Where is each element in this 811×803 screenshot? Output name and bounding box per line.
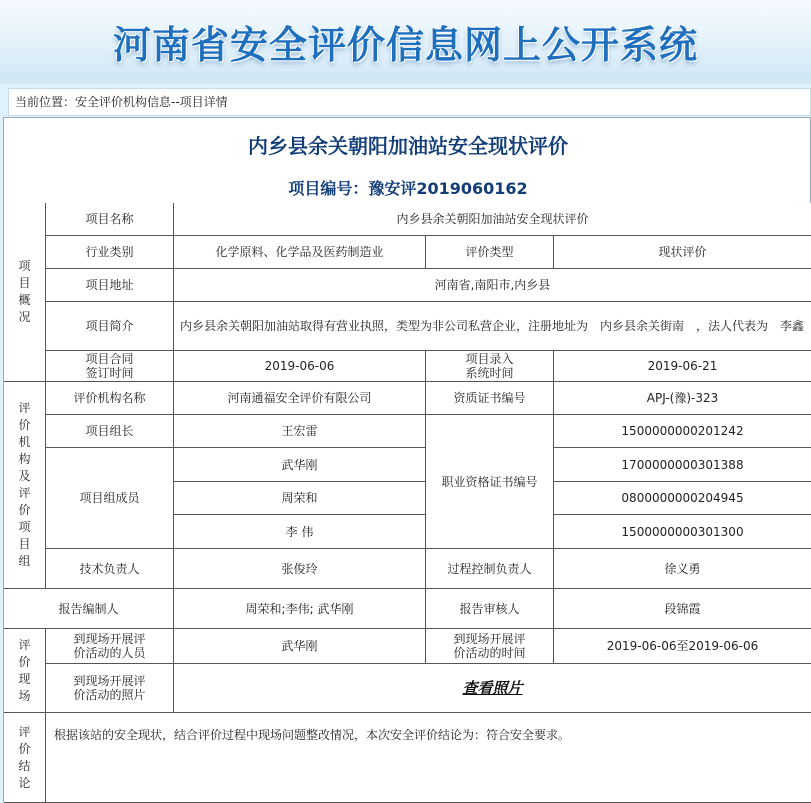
label-site-photos xyxy=(46,664,174,713)
site-title: 河南省安全评价信息网上公开系统 xyxy=(112,23,698,67)
label-intro: 项目简介 xyxy=(46,302,174,351)
value-qualification-4: 1500000000301300 xyxy=(554,515,811,549)
section-char: 构 xyxy=(18,452,31,466)
label-agency-name: 评价机构名称 xyxy=(46,382,174,415)
value-agency-name: 河南通福安全评价有限公司 xyxy=(174,382,426,415)
section-char: 评 xyxy=(18,486,31,500)
project-code: 项目编号：豫安评2019060162 xyxy=(288,179,528,198)
section-char: 价 xyxy=(18,503,31,517)
label-contract-date xyxy=(46,351,174,382)
section-char: 及 xyxy=(18,469,31,483)
project-detail-table xyxy=(4,203,811,803)
breadcrumb: 当前位置：安全评价机构信息--项目详情 xyxy=(8,88,811,116)
value-industry: 化学原料、化学品及医药制造业 xyxy=(174,236,426,269)
label-site-people-line2: 价活动的人员 xyxy=(73,646,146,660)
label-entry-date-line1: 项目录入 xyxy=(465,352,514,366)
section-char: 组 xyxy=(18,554,31,568)
section-char: 概 xyxy=(18,293,31,307)
label-report-reviewer: 报告审核人 xyxy=(426,589,554,629)
label-address: 项目地址 xyxy=(46,269,174,302)
label-report-writer: 报告编制人 xyxy=(4,589,174,629)
label-entry-date-line2: 系统时间 xyxy=(465,366,514,380)
label-industry: 行业类别 xyxy=(46,236,174,269)
value-qualification-1: 1500000000201242 xyxy=(554,415,811,448)
section-label-conclusion xyxy=(4,713,46,803)
value-conclusion: 根据该站的安全现状，结合评价过程中现场问题整改情况，本次安全评价结论为：符合安全要求。 xyxy=(46,713,811,803)
value-address: 河南省,南阳市,内乡县 xyxy=(174,269,811,302)
project-detail-panel xyxy=(3,117,811,802)
label-qualification-number: 职业资格证书编号 xyxy=(426,415,554,549)
project-title: 内乡县余关朝阳加油站安全现状评价 xyxy=(248,134,568,158)
value-member-1: 武华刚 xyxy=(174,448,426,482)
value-contract-date: 2019-06-06 xyxy=(174,351,426,382)
section-char: 现 xyxy=(18,671,31,686)
value-team-leader: 王宏雷 xyxy=(174,415,426,448)
label-team-leader: 项目组长 xyxy=(46,415,174,448)
section-char: 评 xyxy=(18,401,31,415)
value-member-2: 周荣和 xyxy=(174,482,426,515)
label-eval-type: 评价类型 xyxy=(426,236,554,269)
section-char: 评 xyxy=(18,637,31,652)
value-member-3: 李 伟 xyxy=(174,515,426,549)
label-site-time xyxy=(426,629,554,664)
section-char: 结 xyxy=(18,758,31,773)
label-site-photos-line1: 到现场开展评 xyxy=(73,674,146,688)
section-char: 评 xyxy=(18,724,31,739)
value-qualification-2: 1700000000301388 xyxy=(554,448,811,482)
section-char: 目 xyxy=(18,276,31,290)
label-site-photos-line2: 价活动的照片 xyxy=(73,688,146,702)
value-report-writer: 周荣和;李伟; 武华刚 xyxy=(174,589,426,629)
value-site-photos xyxy=(174,664,811,713)
section-char: 场 xyxy=(18,688,31,703)
value-eval-type: 现状评价 xyxy=(554,236,811,269)
value-process-lead: 徐义勇 xyxy=(554,549,811,589)
label-project-name: 项目名称 xyxy=(46,203,174,236)
label-team-members: 项目组成员 xyxy=(46,448,174,549)
label-contract-date-line2: 签订时间 xyxy=(85,366,134,380)
value-site-people: 武华刚 xyxy=(174,629,426,664)
section-char: 况 xyxy=(18,310,31,324)
value-site-time: 2019-06-06至2019-06-06 xyxy=(554,629,811,664)
label-site-time-line2: 价活动的时间 xyxy=(453,646,526,660)
value-tech-lead: 张俊玲 xyxy=(174,549,426,589)
value-intro: 内乡县余关朝阳加油站取得有营业执照，类型为非公司私营企业，注册地址为 内乡县余关街南 ，法人代表为 李鑫 xyxy=(174,302,811,351)
section-char: 项 xyxy=(18,259,31,273)
label-cert-number: 资质证书编号 xyxy=(426,382,554,415)
label-entry-date xyxy=(426,351,554,382)
section-char: 机 xyxy=(18,435,31,449)
value-project-name: 内乡县余关朝阳加油站安全现状评价 xyxy=(174,203,811,236)
view-photos-link[interactable]: 查看照片 xyxy=(462,679,523,697)
label-site-people xyxy=(46,629,174,664)
section-char: 论 xyxy=(18,775,31,790)
value-cert-number: APJ-(豫)-323 xyxy=(554,382,811,415)
section-char: 项 xyxy=(18,520,31,534)
section-label-agency xyxy=(4,382,46,589)
header-banner xyxy=(0,0,811,84)
section-char: 价 xyxy=(18,741,31,756)
section-label-site xyxy=(4,629,46,713)
section-char: 价 xyxy=(18,654,31,669)
label-process-lead: 过程控制负责人 xyxy=(426,549,554,589)
section-char: 目 xyxy=(18,537,31,551)
value-qualification-3: 0800000000204945 xyxy=(554,482,811,515)
value-report-reviewer: 段锦霞 xyxy=(554,589,811,629)
section-char: 价 xyxy=(18,418,31,432)
section-label-overview xyxy=(4,203,46,382)
label-contract-date-line1: 项目合同 xyxy=(85,352,134,366)
value-entry-date: 2019-06-21 xyxy=(554,351,811,382)
label-site-time-line1: 到现场开展评 xyxy=(453,632,526,646)
label-site-people-line1: 到现场开展评 xyxy=(73,632,146,646)
label-tech-lead: 技术负责人 xyxy=(46,549,174,589)
